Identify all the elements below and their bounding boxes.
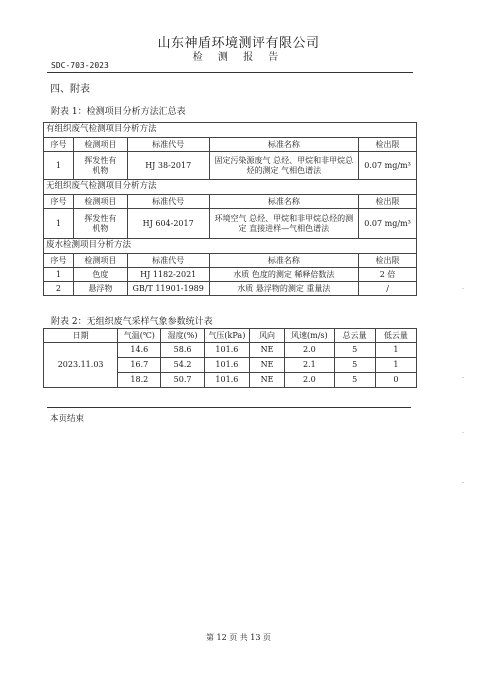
table-header-row bbox=[44, 254, 417, 268]
column-header: 序号 bbox=[44, 138, 74, 152]
column-header: 风向 bbox=[250, 329, 285, 343]
column-header: 标准名称 bbox=[209, 195, 359, 209]
table-row bbox=[44, 152, 417, 180]
column-header: 标准代号 bbox=[127, 195, 209, 209]
detection-limit: 0.07 mg/m³ bbox=[359, 152, 417, 180]
detection-limit: 0.07 mg/m³ bbox=[359, 209, 417, 239]
column-header: 标准名称 bbox=[209, 254, 359, 268]
wind-speed-cell: 2.1 bbox=[285, 358, 334, 373]
standard-code: HJ 604-2017 bbox=[127, 209, 209, 239]
binding-mark: · bbox=[462, 430, 464, 437]
binding-mark: · bbox=[462, 375, 464, 382]
binding-mark: · bbox=[462, 480, 464, 487]
standard-code: GB/T 11901-1989 bbox=[127, 282, 209, 296]
row-number: 1 bbox=[44, 209, 74, 239]
column-header: 检出限 bbox=[359, 138, 417, 152]
methods-table bbox=[43, 122, 417, 296]
column-header: 日期 bbox=[44, 329, 118, 343]
temperature-cell: 14.6 bbox=[118, 343, 161, 358]
wind-speed-cell: 2.0 bbox=[285, 373, 334, 388]
low-cloud-cell: 1 bbox=[375, 358, 416, 373]
humidity-cell: 50.7 bbox=[161, 373, 204, 388]
column-header: 标准代号 bbox=[127, 138, 209, 152]
total-cloud-cell: 5 bbox=[334, 343, 375, 358]
table-row bbox=[44, 343, 417, 358]
detection-limit: 2 倍 bbox=[359, 268, 417, 282]
company-name: 山东神盾环境测评有限公司 bbox=[157, 36, 320, 51]
table-row bbox=[44, 268, 417, 282]
standard-code: HJ 1182-2021 bbox=[127, 268, 209, 282]
table-header-row bbox=[44, 138, 417, 152]
column-header: 检测项目 bbox=[73, 138, 127, 152]
column-header: 检测项目 bbox=[73, 254, 127, 268]
row-number: 1 bbox=[44, 268, 74, 282]
item-name: 挥发性有机物 bbox=[73, 209, 127, 239]
table-header-row bbox=[44, 329, 417, 343]
wind-direction-cell: NE bbox=[250, 373, 285, 388]
column-header: 标准名称 bbox=[209, 138, 359, 152]
end-divider bbox=[47, 407, 411, 408]
wind-speed-cell: 2.0 bbox=[285, 343, 334, 358]
total-cloud-cell: 5 bbox=[334, 373, 375, 388]
table1-caption: 附表 1：检测项目分析方法汇总表 bbox=[51, 107, 186, 117]
pressure-cell: 101.6 bbox=[204, 373, 249, 388]
column-header: 检出限 bbox=[359, 254, 417, 268]
column-header: 标准代号 bbox=[127, 254, 209, 268]
column-header: 低云量 bbox=[375, 329, 416, 343]
temperature-cell: 18.2 bbox=[118, 373, 161, 388]
column-header: 风速(m/s) bbox=[285, 329, 334, 343]
group-title: 废水检测项目分析方法 bbox=[44, 239, 417, 254]
temperature-cell: 16.7 bbox=[118, 358, 161, 373]
binding-mark: · bbox=[462, 286, 464, 293]
weather-table bbox=[43, 328, 417, 388]
table2-caption: 附表 2：无组织废气采样气象参数统计表 bbox=[51, 317, 213, 327]
total-cloud-cell: 5 bbox=[334, 358, 375, 373]
low-cloud-cell: 1 bbox=[375, 343, 416, 358]
document-number: SDC-703-2023 bbox=[51, 61, 109, 70]
column-header: 总云量 bbox=[334, 329, 375, 343]
low-cloud-cell: 0 bbox=[375, 373, 416, 388]
table-header-row bbox=[44, 195, 417, 209]
pressure-cell: 101.6 bbox=[204, 358, 249, 373]
column-header: 序号 bbox=[44, 195, 74, 209]
standard-name: 水质 悬浮物的测定 重量法 bbox=[209, 282, 359, 296]
humidity-cell: 58.6 bbox=[161, 343, 204, 358]
column-header: 湿度(%) bbox=[161, 329, 204, 343]
group-title: 有组织废气检测项目分析方法 bbox=[44, 123, 417, 138]
pressure-cell: 101.6 bbox=[204, 343, 249, 358]
standard-name: 水质 色度的测定 稀释倍数法 bbox=[209, 268, 359, 282]
humidity-cell: 54.2 bbox=[161, 358, 204, 373]
group-title: 无组织废气检测项目分析方法 bbox=[44, 180, 417, 195]
column-header: 检测项目 bbox=[73, 195, 127, 209]
table-row bbox=[44, 282, 417, 296]
column-header: 气压(kPa) bbox=[204, 329, 249, 343]
standard-name: 固定污染源废气 总烃、甲烷和非甲烷总烃的测定 气相色谱法 bbox=[209, 152, 359, 180]
standard-name: 环境空气 总烃、甲烷和非甲烷总烃的测定 直接进样—气相色谱法 bbox=[209, 209, 359, 239]
item-name: 挥发性有机物 bbox=[73, 152, 127, 180]
sampling-date: 2023.11.03 bbox=[44, 343, 118, 388]
report-title: 检 测 报 告 bbox=[192, 52, 285, 63]
wind-direction-cell: NE bbox=[250, 358, 285, 373]
table-row bbox=[44, 209, 417, 239]
row-number: 1 bbox=[44, 152, 74, 180]
section-title: 四、附表 bbox=[50, 84, 90, 95]
detection-limit: / bbox=[359, 282, 417, 296]
column-header: 气温(℃) bbox=[118, 329, 161, 343]
page-number: 第 12 页 共 13 页 bbox=[205, 633, 272, 642]
item-name: 色度 bbox=[73, 268, 127, 282]
header-divider bbox=[47, 72, 413, 73]
column-header: 序号 bbox=[44, 254, 74, 268]
end-of-page-text: 本页结束 bbox=[50, 414, 85, 424]
item-name: 悬浮物 bbox=[73, 282, 127, 296]
standard-code: HJ 38-2017 bbox=[127, 152, 209, 180]
column-header: 检出限 bbox=[359, 195, 417, 209]
wind-direction-cell: NE bbox=[250, 343, 285, 358]
row-number: 2 bbox=[44, 282, 74, 296]
